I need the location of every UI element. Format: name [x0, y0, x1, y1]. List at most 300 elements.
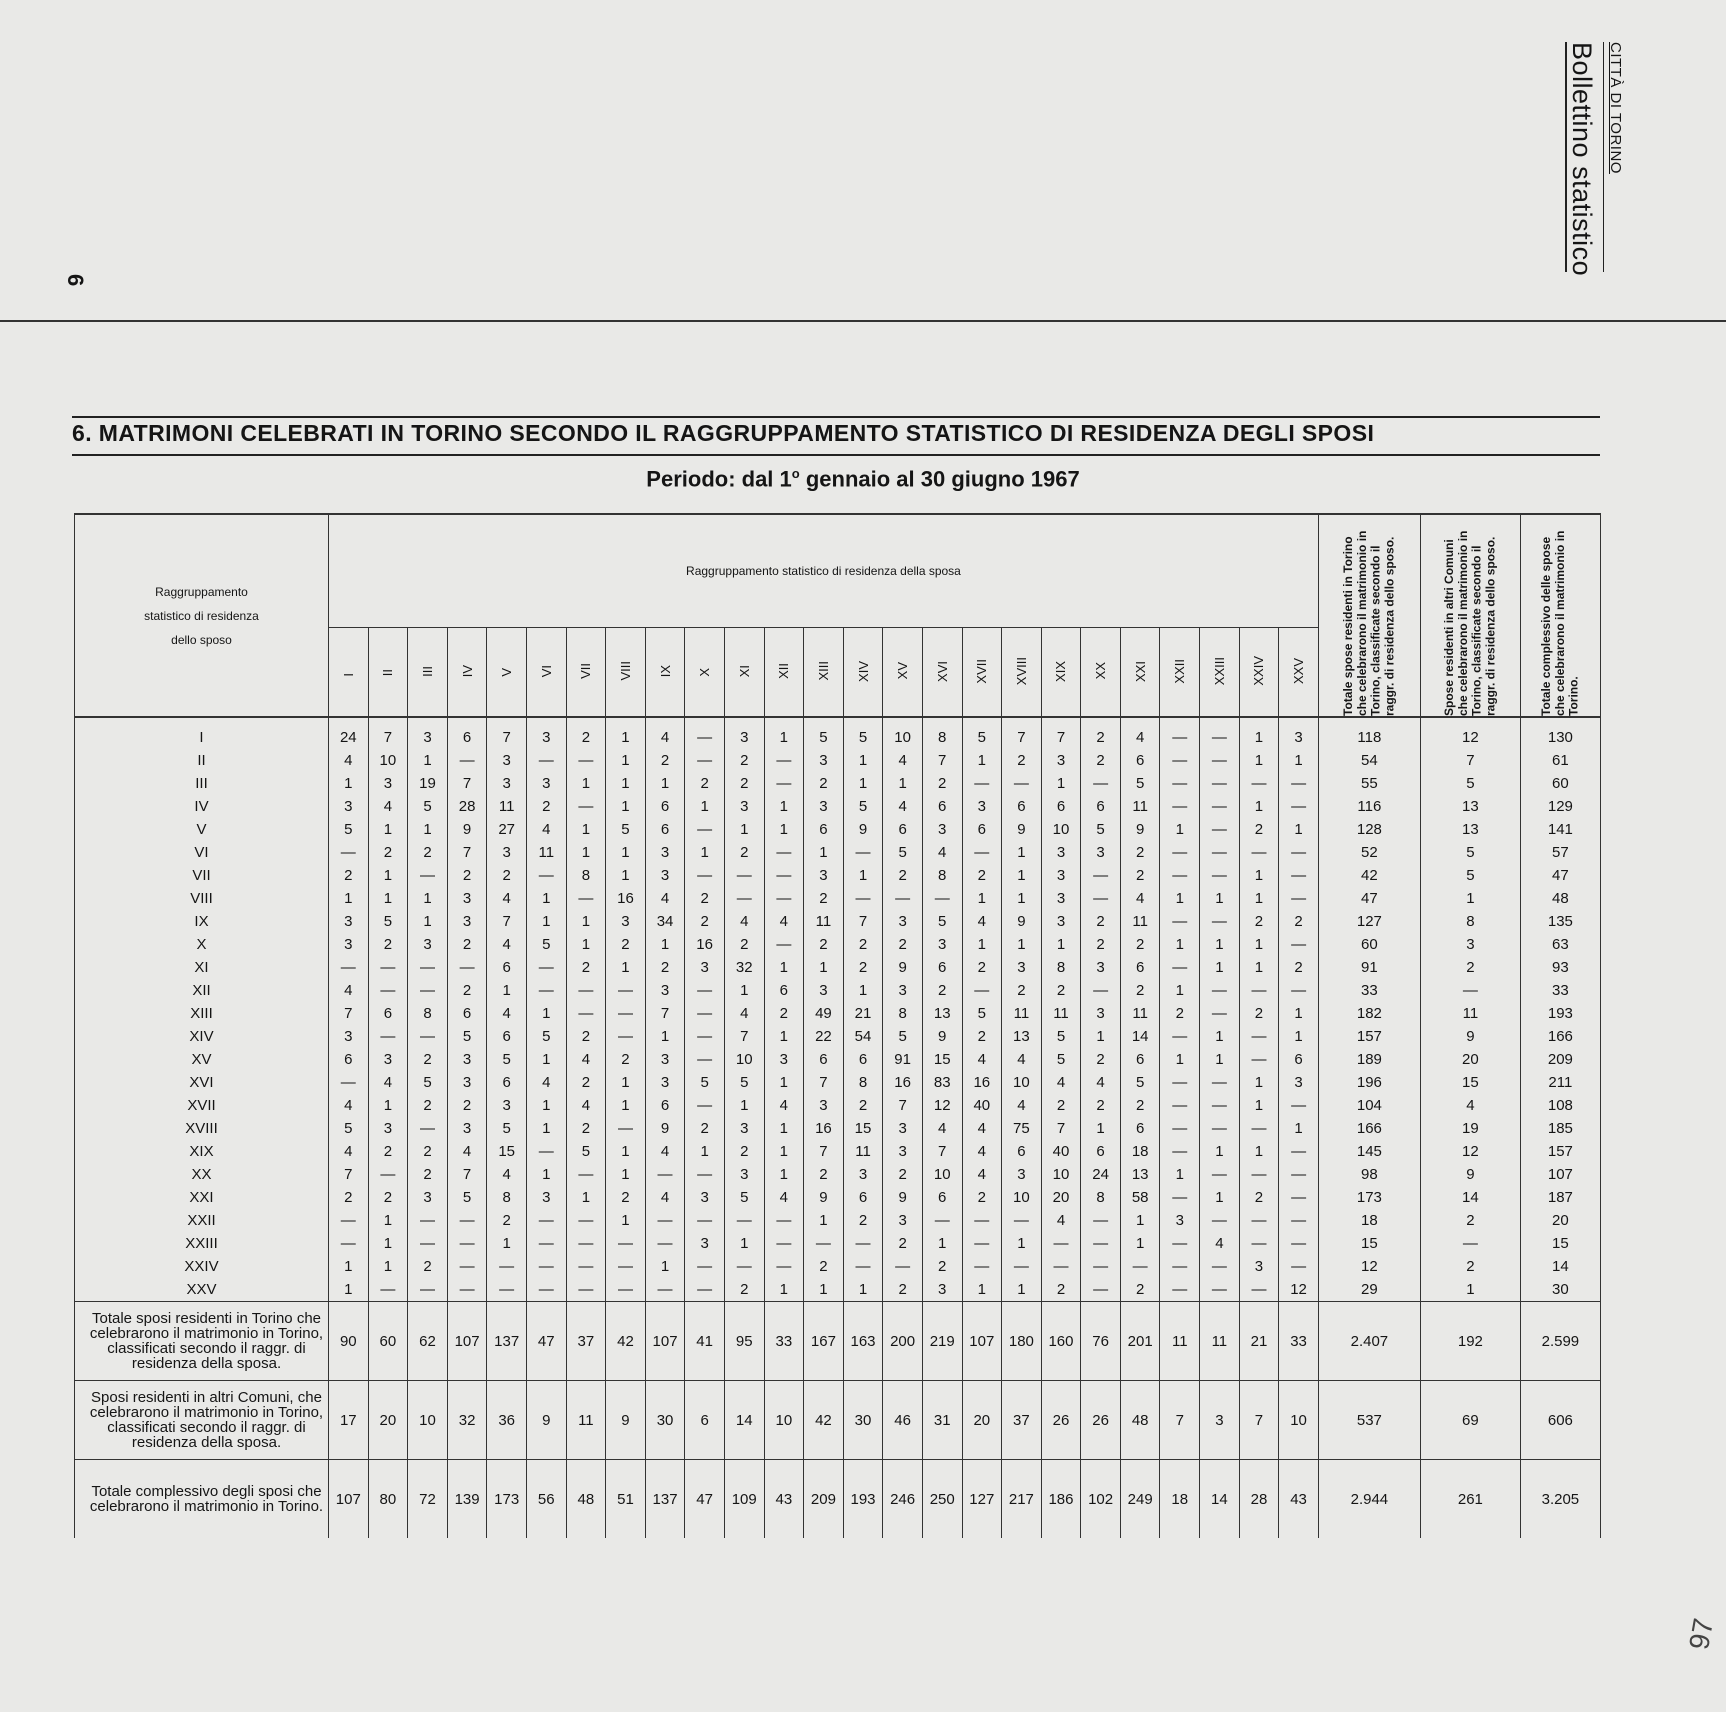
cell-value: 7: [1041, 726, 1081, 749]
cell-value: 11: [1120, 1002, 1160, 1025]
cell-value: 6: [962, 818, 1002, 841]
cell-value: 4: [329, 1094, 369, 1117]
cell-value: 1: [1239, 1071, 1279, 1094]
row-label: VIII: [75, 887, 329, 910]
cell-value: 5: [329, 818, 369, 841]
cell-value: 1: [724, 818, 764, 841]
cell-value: 4: [1002, 1048, 1042, 1071]
cell-value: 32: [724, 956, 764, 979]
cell-value: 4: [1120, 726, 1160, 749]
cell-value: —: [526, 1232, 566, 1255]
cell-value: 1: [1081, 1117, 1121, 1140]
row-total: 61: [1520, 749, 1600, 772]
cell-value: —: [447, 956, 487, 979]
table-row: [75, 818, 1601, 841]
cell-value: 3: [447, 1048, 487, 1071]
cell-value: 2: [1120, 841, 1160, 864]
row-label: III: [75, 772, 329, 795]
cell-value: 1: [962, 887, 1002, 910]
cell-value: 7: [487, 726, 527, 749]
cell-value: 4: [962, 1163, 1002, 1186]
cell-value: —: [408, 864, 448, 887]
grand-total: 2.599: [1520, 1302, 1600, 1381]
cell-value: 1: [1279, 749, 1319, 772]
col-header-label: XVI: [934, 660, 950, 682]
grand-total: 192: [1420, 1302, 1520, 1381]
cell-value: 4: [962, 1117, 1002, 1140]
col-header-label: I: [340, 672, 356, 677]
grand-total: 2.944: [1318, 1460, 1420, 1539]
row-total: 15: [1420, 1071, 1520, 1094]
cell-value: —: [724, 1209, 764, 1232]
cell-value: 10: [1002, 1186, 1042, 1209]
total-cell: 42: [606, 1302, 646, 1381]
cell-value: 4: [645, 1186, 685, 1209]
cell-value: 2: [1120, 979, 1160, 1002]
col-header: [804, 628, 844, 718]
cell-value: 1: [1279, 818, 1319, 841]
table-row: [75, 1140, 1601, 1163]
cell-value: 1: [368, 887, 408, 910]
cell-value: 8: [487, 1186, 527, 1209]
col-header: [606, 628, 646, 718]
row-total: 48: [1520, 887, 1600, 910]
cell-value: 3: [408, 1186, 448, 1209]
cell-value: 3: [368, 772, 408, 795]
cell-value: 4: [1120, 887, 1160, 910]
table-row: [75, 1255, 1601, 1278]
city-name: CITTÀ DI TORINO: [1607, 42, 1624, 174]
marriages-table: [74, 513, 1601, 1538]
divider: [72, 416, 1600, 418]
cell-value: 9: [1002, 910, 1042, 933]
cell-value: —: [447, 1232, 487, 1255]
cell-value: 1: [606, 749, 646, 772]
spacer-cell: [1120, 717, 1160, 726]
cell-value: 1: [764, 1140, 804, 1163]
spacer-cell: [1520, 717, 1600, 726]
cell-value: 3: [1081, 1002, 1121, 1025]
cell-value: 1: [1239, 1094, 1279, 1117]
cell-value: 6: [843, 1186, 883, 1209]
cell-value: 2: [843, 1094, 883, 1117]
row-total: 1: [1420, 1278, 1520, 1302]
cell-value: 3: [843, 1163, 883, 1186]
cell-value: —: [1279, 1140, 1319, 1163]
cell-value: —: [1239, 841, 1279, 864]
cell-value: —: [1200, 1071, 1240, 1094]
cell-value: —: [685, 726, 725, 749]
cell-value: 4: [1081, 1071, 1121, 1094]
cell-value: 1: [883, 772, 923, 795]
cell-value: 3: [329, 795, 369, 818]
cell-value: 5: [685, 1071, 725, 1094]
fold-line: [0, 320, 1726, 322]
cell-value: —: [1160, 1140, 1200, 1163]
cell-value: 15: [487, 1140, 527, 1163]
cell-value: 20: [1041, 1186, 1081, 1209]
cell-value: —: [685, 1209, 725, 1232]
row-total: 14: [1520, 1255, 1600, 1278]
cell-value: 3: [487, 772, 527, 795]
cell-value: 11: [526, 841, 566, 864]
cell-value: —: [447, 1209, 487, 1232]
row-total: 15: [1520, 1232, 1600, 1255]
cell-value: 6: [804, 1048, 844, 1071]
total-cell: 11: [566, 1381, 606, 1460]
total-cell: 7: [1160, 1381, 1200, 1460]
cell-value: 3: [883, 1117, 923, 1140]
cell-value: —: [1160, 1232, 1200, 1255]
row-label: XII: [75, 979, 329, 1002]
cell-value: —: [1279, 864, 1319, 887]
col-header: [922, 628, 962, 718]
cell-value: 2: [685, 1117, 725, 1140]
cell-value: 2: [685, 772, 725, 795]
cell-value: —: [1239, 772, 1279, 795]
cell-value: 1: [764, 1025, 804, 1048]
cell-value: 1: [329, 887, 369, 910]
row-total: 182: [1318, 1002, 1420, 1025]
cell-value: 4: [566, 1094, 606, 1117]
cell-value: 3: [1041, 749, 1081, 772]
cell-value: 1: [329, 772, 369, 795]
cell-value: 6: [329, 1048, 369, 1071]
col-header: [368, 628, 408, 718]
cell-value: 27: [487, 818, 527, 841]
cell-value: —: [645, 1163, 685, 1186]
spacer-cell: [368, 717, 408, 726]
total-cell: 42: [804, 1381, 844, 1460]
table-row: [75, 1209, 1601, 1232]
total-cell: 163: [843, 1302, 883, 1381]
spacer-cell: [804, 717, 844, 726]
col-header: [1120, 628, 1160, 718]
cell-value: 1: [724, 979, 764, 1002]
cell-value: 2: [1081, 1048, 1121, 1071]
cell-value: 3: [487, 1094, 527, 1117]
cell-value: 11: [1120, 910, 1160, 933]
cell-value: 40: [962, 1094, 1002, 1117]
row-total: 29: [1318, 1278, 1420, 1302]
cell-value: 1: [606, 864, 646, 887]
row-label: IX: [75, 910, 329, 933]
row-total: 98: [1318, 1163, 1420, 1186]
cell-value: 1: [1239, 956, 1279, 979]
cell-value: —: [526, 979, 566, 1002]
cell-value: 2: [883, 1163, 923, 1186]
cell-value: 15: [843, 1117, 883, 1140]
cell-value: 2: [962, 864, 1002, 887]
cell-value: 1: [606, 772, 646, 795]
spacer-cell: [1318, 717, 1420, 726]
row-total: 7: [1420, 749, 1520, 772]
cell-value: 3: [526, 1186, 566, 1209]
total-cell: 95: [724, 1302, 764, 1381]
cell-value: 1: [645, 1025, 685, 1048]
cell-value: 1: [843, 772, 883, 795]
cell-value: 9: [1002, 818, 1042, 841]
spacer-cell: [1420, 717, 1520, 726]
subtitle-text: Periodo: dal 1: [646, 466, 792, 492]
cell-value: 2: [1239, 1186, 1279, 1209]
cell-value: 1: [1120, 1232, 1160, 1255]
grand-total: 606: [1520, 1381, 1600, 1460]
cell-value: 2: [883, 1232, 923, 1255]
cell-value: 2: [566, 956, 606, 979]
cell-value: 2: [804, 772, 844, 795]
spacer-cell: [1279, 717, 1319, 726]
row-label: X: [75, 933, 329, 956]
cell-value: 1: [764, 956, 804, 979]
total-col-header: [1520, 514, 1600, 717]
cell-value: —: [1279, 1255, 1319, 1278]
divider: [72, 454, 1600, 456]
cell-value: 1: [843, 749, 883, 772]
row-total: 60: [1318, 933, 1420, 956]
cell-value: 1: [526, 1002, 566, 1025]
cell-value: —: [1200, 1163, 1240, 1186]
cell-value: 6: [922, 956, 962, 979]
row-total: 104: [1318, 1094, 1420, 1117]
row-total: 47: [1520, 864, 1600, 887]
cell-value: —: [1200, 864, 1240, 887]
col-header: [1279, 628, 1319, 718]
row-total: 91: [1318, 956, 1420, 979]
cell-value: —: [566, 749, 606, 772]
cell-value: —: [566, 1255, 606, 1278]
total-cell: 33: [1279, 1302, 1319, 1381]
col-header-label: VI: [538, 664, 554, 678]
cell-value: —: [685, 1002, 725, 1025]
cell-value: 16: [685, 933, 725, 956]
row-total: 196: [1318, 1071, 1420, 1094]
cell-value: 9: [843, 818, 883, 841]
cell-value: 3: [883, 1140, 923, 1163]
total-cell: 137: [645, 1460, 685, 1539]
cell-value: —: [408, 979, 448, 1002]
row-label: XXV: [75, 1278, 329, 1302]
cell-value: 2: [1279, 956, 1319, 979]
cell-value: 3: [922, 933, 962, 956]
col-header: [962, 628, 1002, 718]
total-cell: 31: [922, 1381, 962, 1460]
cell-value: 16: [962, 1071, 1002, 1094]
cell-value: 1: [1239, 887, 1279, 910]
cell-value: 8: [408, 1002, 448, 1025]
cell-value: —: [408, 1117, 448, 1140]
cell-value: 6: [447, 1002, 487, 1025]
cell-value: 2: [883, 864, 923, 887]
cell-value: —: [408, 1232, 448, 1255]
cell-value: 3: [645, 979, 685, 1002]
cell-value: 1: [526, 1163, 566, 1186]
cell-value: 2: [685, 887, 725, 910]
cell-value: —: [566, 795, 606, 818]
cell-value: —: [1239, 1025, 1279, 1048]
table-subtitle: [0, 466, 1726, 492]
spacer-cell: [606, 717, 646, 726]
col-header: [883, 628, 923, 718]
cell-value: 2: [526, 795, 566, 818]
cell-value: 3: [724, 726, 764, 749]
cell-value: 10: [1041, 1163, 1081, 1186]
total-cell: 26: [1041, 1381, 1081, 1460]
cell-value: 3: [685, 956, 725, 979]
cell-value: 3: [804, 864, 844, 887]
cell-value: —: [1200, 1255, 1240, 1278]
cell-value: —: [1002, 1209, 1042, 1232]
total-cell: 20: [368, 1381, 408, 1460]
spacer-cell: [1002, 717, 1042, 726]
cell-value: 7: [922, 1140, 962, 1163]
cell-value: 91: [883, 1048, 923, 1071]
cell-value: 1: [685, 841, 725, 864]
row-total: 2: [1420, 956, 1520, 979]
cell-value: 7: [329, 1002, 369, 1025]
cell-value: 2: [804, 1255, 844, 1278]
row-total: 185: [1520, 1117, 1600, 1140]
divider: [1565, 42, 1567, 272]
cell-value: —: [526, 1255, 566, 1278]
cell-value: 6: [764, 979, 804, 1002]
table-title: 6. MATRIMONI CELEBRATI IN TORINO SECONDO IL RAGGRUPPAMENTO STATISTICO DI RESIDENZA DEGLI SPOSI: [72, 420, 1375, 446]
cell-value: 7: [329, 1163, 369, 1186]
row-label: XXIII: [75, 1232, 329, 1255]
cell-value: 49: [804, 1002, 844, 1025]
cell-value: 10: [922, 1163, 962, 1186]
total-cell: 9: [606, 1381, 646, 1460]
cell-value: 1: [606, 1071, 646, 1094]
cell-value: 6: [645, 1094, 685, 1117]
cell-value: —: [724, 1255, 764, 1278]
total-row: [75, 1381, 1601, 1460]
row-total: 1: [1420, 887, 1520, 910]
cell-value: 1: [368, 818, 408, 841]
cell-value: 2: [1002, 979, 1042, 1002]
cell-value: —: [368, 1025, 408, 1048]
cell-value: —: [1200, 1278, 1240, 1302]
col-header-label: IX: [657, 664, 673, 678]
cell-value: 2: [1081, 933, 1121, 956]
cell-value: —: [329, 1232, 369, 1255]
cell-value: 3: [922, 818, 962, 841]
cell-value: 2: [724, 1278, 764, 1302]
cell-value: 6: [447, 726, 487, 749]
row-label: XX: [75, 1163, 329, 1186]
cell-value: 7: [922, 749, 962, 772]
cell-value: —: [1002, 772, 1042, 795]
cell-value: 7: [368, 726, 408, 749]
cell-value: 2: [883, 933, 923, 956]
row-total: 55: [1318, 772, 1420, 795]
cell-value: 3: [447, 1117, 487, 1140]
table-row: [75, 772, 1601, 795]
cell-value: 54: [843, 1025, 883, 1048]
cell-value: 3: [329, 910, 369, 933]
cell-value: 4: [883, 749, 923, 772]
total-cell: 28: [1239, 1460, 1279, 1539]
cell-value: 15: [922, 1048, 962, 1071]
col-header: [526, 628, 566, 718]
cell-value: —: [526, 864, 566, 887]
cell-value: —: [764, 864, 804, 887]
spacer-cell: [408, 717, 448, 726]
cell-value: 1: [368, 864, 408, 887]
cell-value: 4: [724, 1002, 764, 1025]
cell-value: 7: [724, 1025, 764, 1048]
cell-value: —: [1120, 1255, 1160, 1278]
col-header-label: XIV: [855, 660, 871, 682]
cell-value: 2: [1002, 749, 1042, 772]
cell-value: 5: [922, 910, 962, 933]
cell-value: —: [606, 1278, 646, 1302]
cell-value: —: [1200, 749, 1240, 772]
cell-value: 4: [487, 1002, 527, 1025]
cell-value: 8: [843, 1071, 883, 1094]
cell-value: 1: [1002, 841, 1042, 864]
row-total: 57: [1520, 841, 1600, 864]
cell-value: 1: [843, 979, 883, 1002]
cell-value: 2: [368, 1186, 408, 1209]
row-total: 187: [1520, 1186, 1600, 1209]
cell-value: 1: [1239, 1140, 1279, 1163]
cell-value: 3: [368, 1048, 408, 1071]
cell-value: —: [368, 1163, 408, 1186]
cell-value: —: [1160, 772, 1200, 795]
total-cell: 3: [1200, 1381, 1240, 1460]
cell-value: —: [1081, 1209, 1121, 1232]
cell-value: —: [1160, 1071, 1200, 1094]
cell-value: 4: [1002, 1094, 1042, 1117]
col-header-label: XV: [895, 662, 911, 680]
total-row-label: Sposi residenti in altri Comuni, che celebrarono il matrimonio in Torino, classificati secondo il raggr. di residenza della sposa.: [75, 1381, 329, 1460]
cell-value: 5: [1081, 818, 1121, 841]
row-total: 130: [1520, 726, 1600, 749]
cell-value: —: [1200, 1209, 1240, 1232]
cell-value: 4: [329, 979, 369, 1002]
cell-value: —: [1081, 979, 1121, 1002]
col-header-label: XVIII: [1013, 656, 1029, 686]
cell-value: 1: [764, 726, 804, 749]
cell-value: 3: [1002, 1163, 1042, 1186]
cell-value: 4: [566, 1048, 606, 1071]
cell-value: 4: [368, 1071, 408, 1094]
spacer-cell: [764, 717, 804, 726]
cell-value: 3: [724, 1163, 764, 1186]
spacer-cell: [883, 717, 923, 726]
spacer-cell: [1041, 717, 1081, 726]
cell-value: —: [566, 1209, 606, 1232]
cell-value: 3: [804, 979, 844, 1002]
row-total: 166: [1520, 1025, 1600, 1048]
cell-value: 1: [606, 1163, 646, 1186]
cell-value: —: [843, 1255, 883, 1278]
row-total: 20: [1520, 1209, 1600, 1232]
total-cell: 30: [645, 1381, 685, 1460]
cell-value: 1: [526, 887, 566, 910]
cell-value: 3: [645, 1071, 685, 1094]
row-label: VII: [75, 864, 329, 887]
cell-value: 1: [1200, 1025, 1240, 1048]
spacer-cell: [922, 717, 962, 726]
cell-value: 21: [843, 1002, 883, 1025]
cell-value: 3: [1041, 841, 1081, 864]
cell-value: —: [606, 979, 646, 1002]
cell-value: —: [883, 887, 923, 910]
cell-value: —: [1160, 1025, 1200, 1048]
spacer-cell: [685, 717, 725, 726]
